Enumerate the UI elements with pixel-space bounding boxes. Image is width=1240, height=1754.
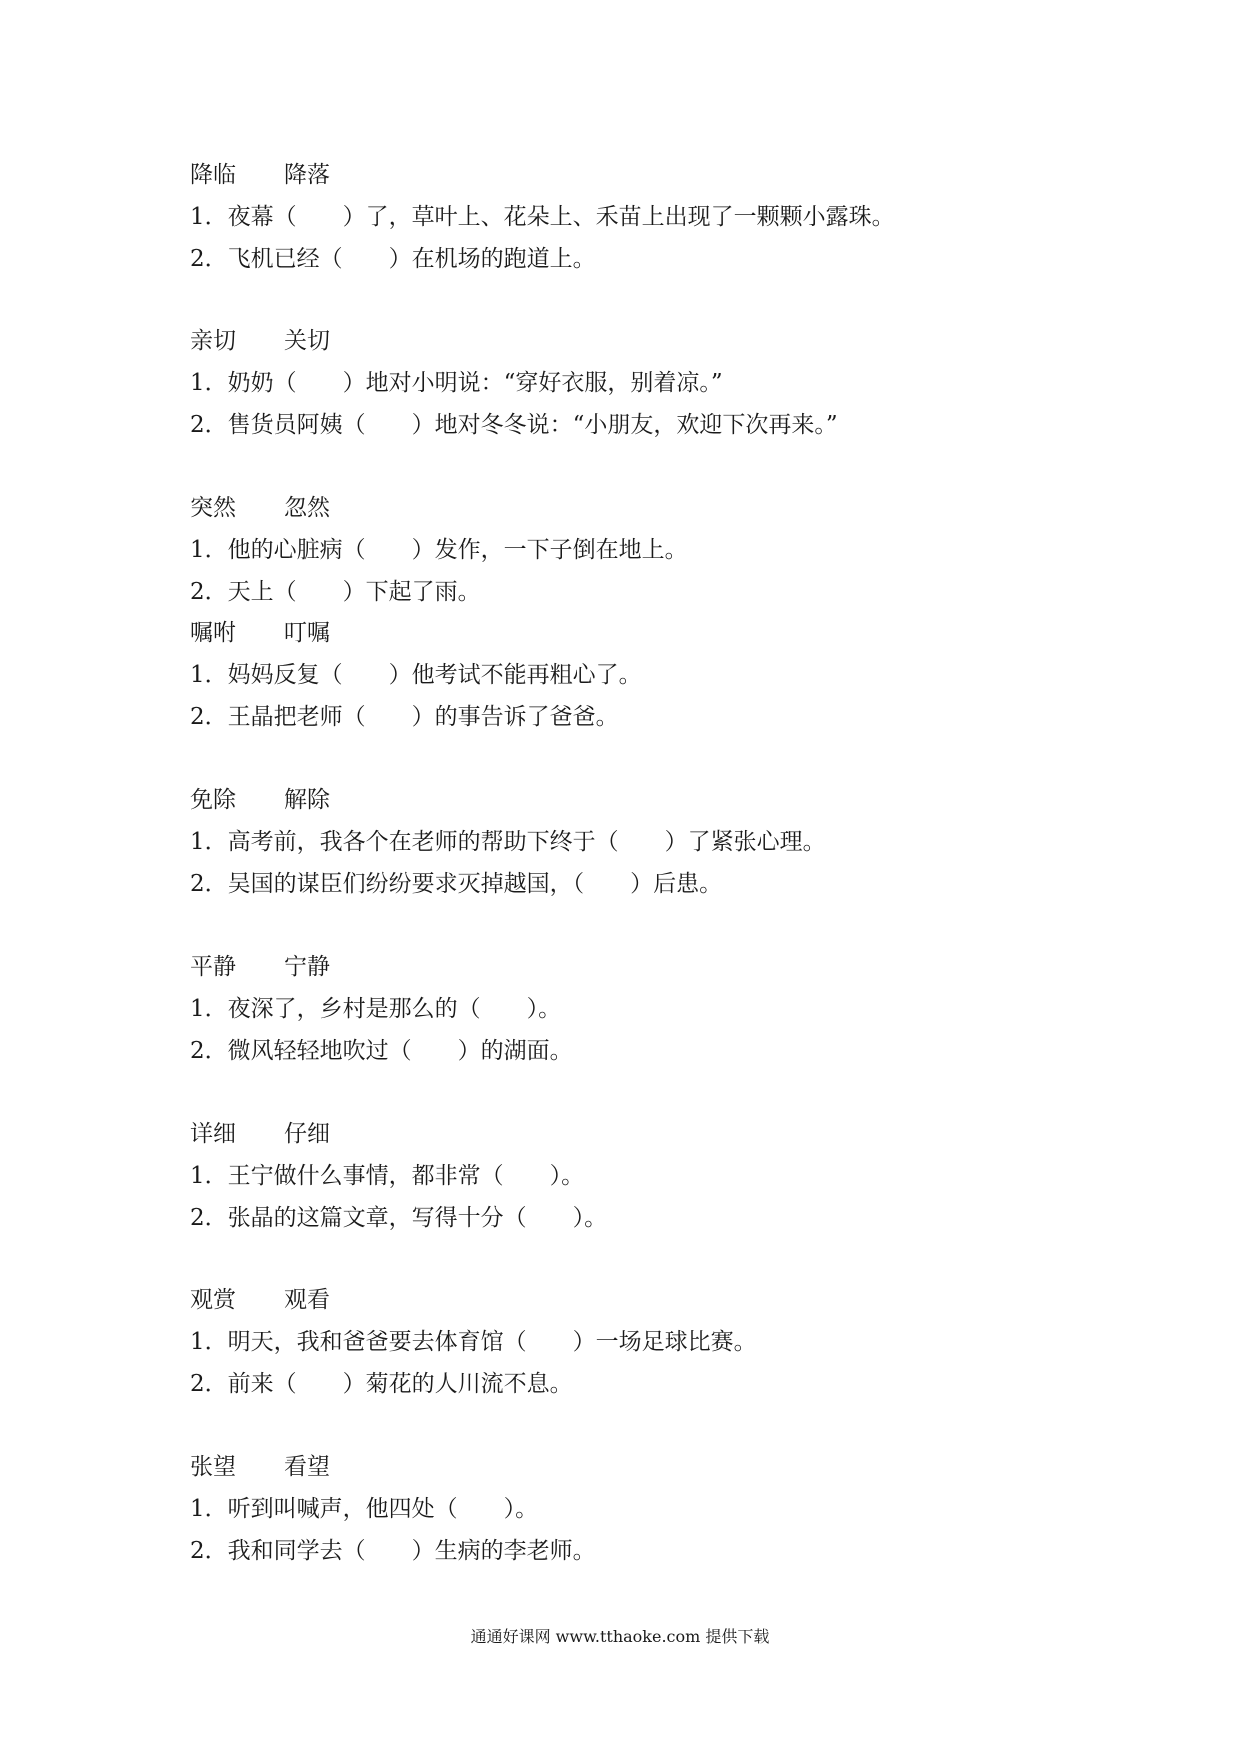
word-pair [190, 953, 330, 981]
word-pair [190, 161, 330, 189]
word-option: 观赏 [190, 1287, 236, 1313]
sentence: 2．飞机已经（ ）在机场的跑道上。 [190, 246, 596, 272]
word-pair [190, 619, 330, 647]
word-pair [190, 1286, 330, 1314]
sentence: 1．奶奶（ ）地对小明说：“穿好衣服，别着凉。” [190, 370, 723, 396]
sentence: 1．他的心脏病（ ）发作，一下子倒在地上。 [190, 537, 688, 563]
word-option: 仔细 [284, 1121, 330, 1147]
sentence: 2．王晶把老师（ ）的事告诉了爸爸。 [190, 704, 619, 730]
word-option: 突然 [190, 495, 236, 521]
word-pair [190, 786, 330, 814]
word-option: 降临 [190, 162, 236, 188]
word-pair [190, 1453, 330, 1481]
word-pair [190, 1120, 330, 1148]
sentence: 1．妈妈反复（ ）他考试不能再粗心了。 [190, 662, 642, 688]
word-option: 看望 [284, 1454, 330, 1480]
word-option: 宁静 [284, 954, 330, 980]
word-option: 免除 [190, 787, 236, 813]
sentence: 2．微风轻轻地吹过（ ）的湖面。 [190, 1038, 573, 1064]
sentence: 2．张晶的这篇文章，写得十分（ ）。 [190, 1205, 608, 1231]
word-option: 亲切 [190, 328, 236, 354]
sentence: 1．高考前，我各个在老师的帮助下终于（ ）了紧张心理。 [190, 829, 826, 855]
sentence: 1．明天，我和爸爸要去体育馆（ ）一场足球比赛。 [190, 1329, 757, 1355]
word-option: 平静 [190, 954, 236, 980]
sentence: 2．天上（ ）下起了雨。 [190, 579, 481, 605]
word-option: 降落 [284, 162, 330, 188]
sentence: 2．售货员阿姨（ ）地对冬冬说：“小朋友，欢迎下次再来。” [190, 412, 838, 438]
word-option: 详细 [190, 1121, 236, 1147]
sentence: 2．吴国的谋臣们纷纷要求灭掉越国，（ ）后患。 [190, 871, 723, 897]
word-option: 嘱咐 [190, 620, 236, 646]
sentence: 2．我和同学去（ ）生病的李老师。 [190, 1538, 596, 1564]
word-option: 关切 [284, 328, 330, 354]
word-option: 忽然 [284, 495, 330, 521]
sentence: 2．前来（ ）菊花的人川流不息。 [190, 1371, 573, 1397]
word-option: 叮嘱 [284, 620, 330, 646]
page-footer: 通通好课网 www.tthaoke.com 提供下载 [470, 1627, 770, 1646]
word-option: 张望 [190, 1454, 236, 1480]
sentence: 1．王宁做什么事情，都非常（ ）。 [190, 1163, 585, 1189]
word-option: 观看 [284, 1287, 330, 1313]
sentence: 1．夜幕（ ）了，草叶上、花朵上、禾苗上出现了一颗颗小露珠。 [190, 204, 895, 230]
word-option: 解除 [284, 787, 330, 813]
sentence: 1．夜深了，乡村是那么的（ ）。 [190, 996, 562, 1022]
sentence: 1．听到叫喊声，他四处（ ）。 [190, 1496, 539, 1522]
word-pair [190, 494, 330, 522]
word-pair [190, 327, 330, 355]
